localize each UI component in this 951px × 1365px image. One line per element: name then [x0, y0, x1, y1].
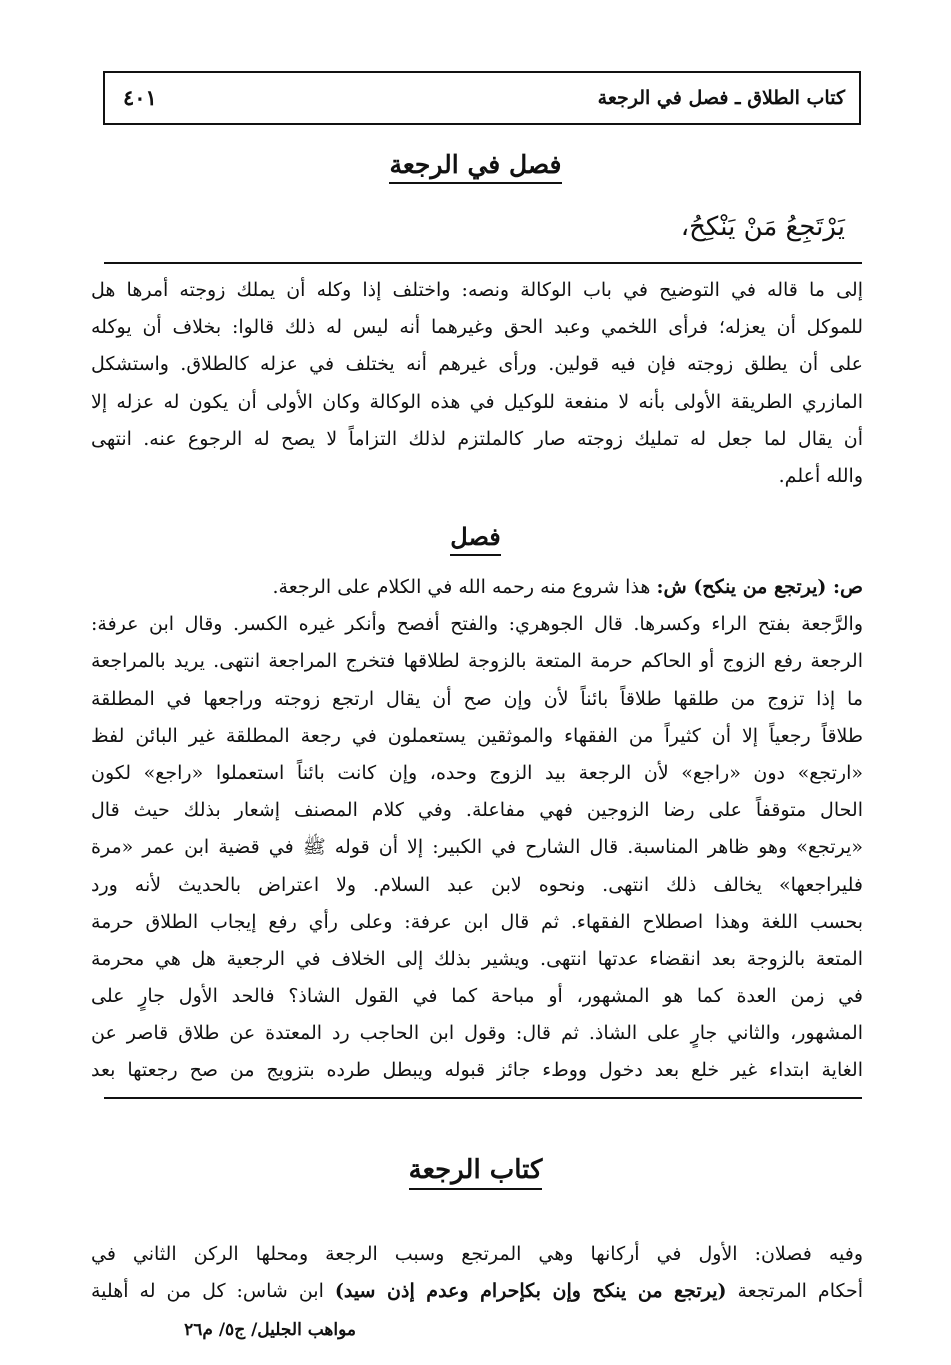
- commentary-block-1: [91, 272, 863, 495]
- text-line: والرَّجعة بفتح الراء وكسرها. قال الجوهري: والفتح أفصح وأنكر غيره الكسر. وقال ابن عرفة:: [91, 613, 863, 636]
- text-line: «يرتجع» وهو ظاهر المناسبة. قال الشارح في الكبير: إلا أن قوله ﷺ في قضية ابن عمر «مرة: [91, 836, 863, 859]
- matn-quote: (يرتجع من ينكح وإن بكإحرام وعدم إذن سيد): [334, 1280, 727, 1303]
- text-line: فليراجعها» يخالف ذلك انتهى. ونحوه لابن عبد السلام. ولا اعتراض بالحديث لأنه ورد: [91, 873, 863, 896]
- text-line: إلى ما قاله في التوضيح في باب الوكالة ونصه: واختلف إذا وكله أن يملك زوجته أمرها هل: [91, 279, 863, 301]
- text-line: الحال متوقفاً على رضا الزوجين فهي مفاعلة. وفي كلام المصنف إشعار بذلك حيث قال: [91, 799, 863, 822]
- running-header: [103, 71, 861, 125]
- text-line: الغاية ابتداء غير خلع بعد دخول ووطء جائز قبوله ويبطل طرده بتزويج من صح رجعتها بعد: [91, 1059, 863, 1082]
- text-line: وفيه فصلان: الأول في أركانها وهي المرتجع وسبب الرجعة ومحلها الركن الثاني في: [91, 1243, 863, 1265]
- text-line: الرجعة رفع الزوج أو الحاكم حرمة المتعة بالزوجة لطلاقها فتخرج المراجعة انتهى. يريد بالمراجعة: [91, 650, 863, 673]
- text-line: بحسب اللغة وهذا اصطلاح الفقهاء. ثم قال ابن عرفة: وعلى رأي رفع إيجاب الطلاق حرمة: [91, 910, 863, 933]
- text-line: طلاقاً رجعياً إلا أن كثيراً من الفقهاء والموثقين يستعملون في رجعة المطلقة غير البائن لفظ: [91, 724, 863, 747]
- text-line-first: [91, 569, 863, 606]
- text-line: «ارتجع» دون «راجع» لأن الرجعة بيد الزوج وحده، وإن كانت بائناً استعملوا «راجع» لكون: [91, 761, 863, 784]
- book-heading-kitab-raja-text: كتاب الرجعة: [409, 1155, 543, 1190]
- matn-block: [91, 1236, 863, 1310]
- signature-mark: مواهب الجليل/ ج٥/ م٢٦: [184, 1320, 356, 1340]
- text-line: ما إذا تزوج من طلقها طلاقاً بائناً لأن وإن صح أن يقال ارتجع زوجته وراجعها في المطلقة: [91, 687, 863, 710]
- text-line: المازري الطريقة الأولى بأنه لا منفعة للوكيل في هذه الوكالة وكان الأولى أن يكون له عزله إلا: [91, 390, 863, 413]
- text-line: على أن يطلق زوجته فإن فيه قولين. ورأى غيرهم أنه يختلف في عزله كالطلاق. واستشكل: [91, 353, 863, 376]
- section-heading-fasl: [0, 522, 951, 556]
- text-line: للموكل أن يعزله؛ فرأى اللخمي وعبد الحق وغيرهما أنه ليس له ذلك قالوا: بخلاف أن يوكله: [91, 316, 863, 339]
- section-heading-raja: [0, 150, 951, 184]
- section-heading-raja-text: فصل في الرجعة: [389, 150, 561, 184]
- text-line: في زمن العدة كما هو المشهور، أو مباحة كما في القول الشاذ؟ فالحد الأول جارٍ على: [91, 985, 863, 1008]
- text-line: والله أعلم.: [778, 464, 863, 487]
- matn-quote-lead: ص: (يرتجع من ينكح) ش:: [656, 576, 863, 598]
- book-heading-kitab-raja: [0, 1155, 951, 1190]
- running-header-title: كتاب الطلاق ـ فصل في الرجعة: [597, 87, 845, 109]
- section-heading-fasl-text: فصل: [450, 522, 500, 556]
- text-line: [91, 1273, 863, 1310]
- matn-text: يَرْتَجِعُ مَنْ يَنْكِحُ،: [680, 212, 845, 242]
- text-line: أن يقال لما جعل له تمليك زوجته صار كالملتزم لذلك التزاماً لا يصح له الرجوع عنه. انتهى: [91, 427, 863, 450]
- text-run: هذا شروع منه رحمه الله في الكلام على الرجعة.: [272, 576, 657, 598]
- divider-bottom: [104, 1097, 862, 1099]
- text-line: المشهور، والثاني جارٍ على الشاذ. ثم قال: وقول ابن الحاجب رد المعتدة عن طلاق قاصر عن: [91, 1022, 863, 1045]
- text-run: ابن شاس: كل من له أهلية: [91, 1280, 335, 1303]
- text-line: المتعة بالزوجة بعد انقضاء عدتها انتهى. ويشير بذلك إلى الخلاف في الرجعية هل هي محرمة: [91, 947, 863, 970]
- commentary-block-2: [91, 569, 863, 1090]
- page-number: ٤٠١: [123, 85, 157, 110]
- text-run: أحكام المرتجعة: [726, 1280, 863, 1303]
- divider-top: [104, 262, 862, 264]
